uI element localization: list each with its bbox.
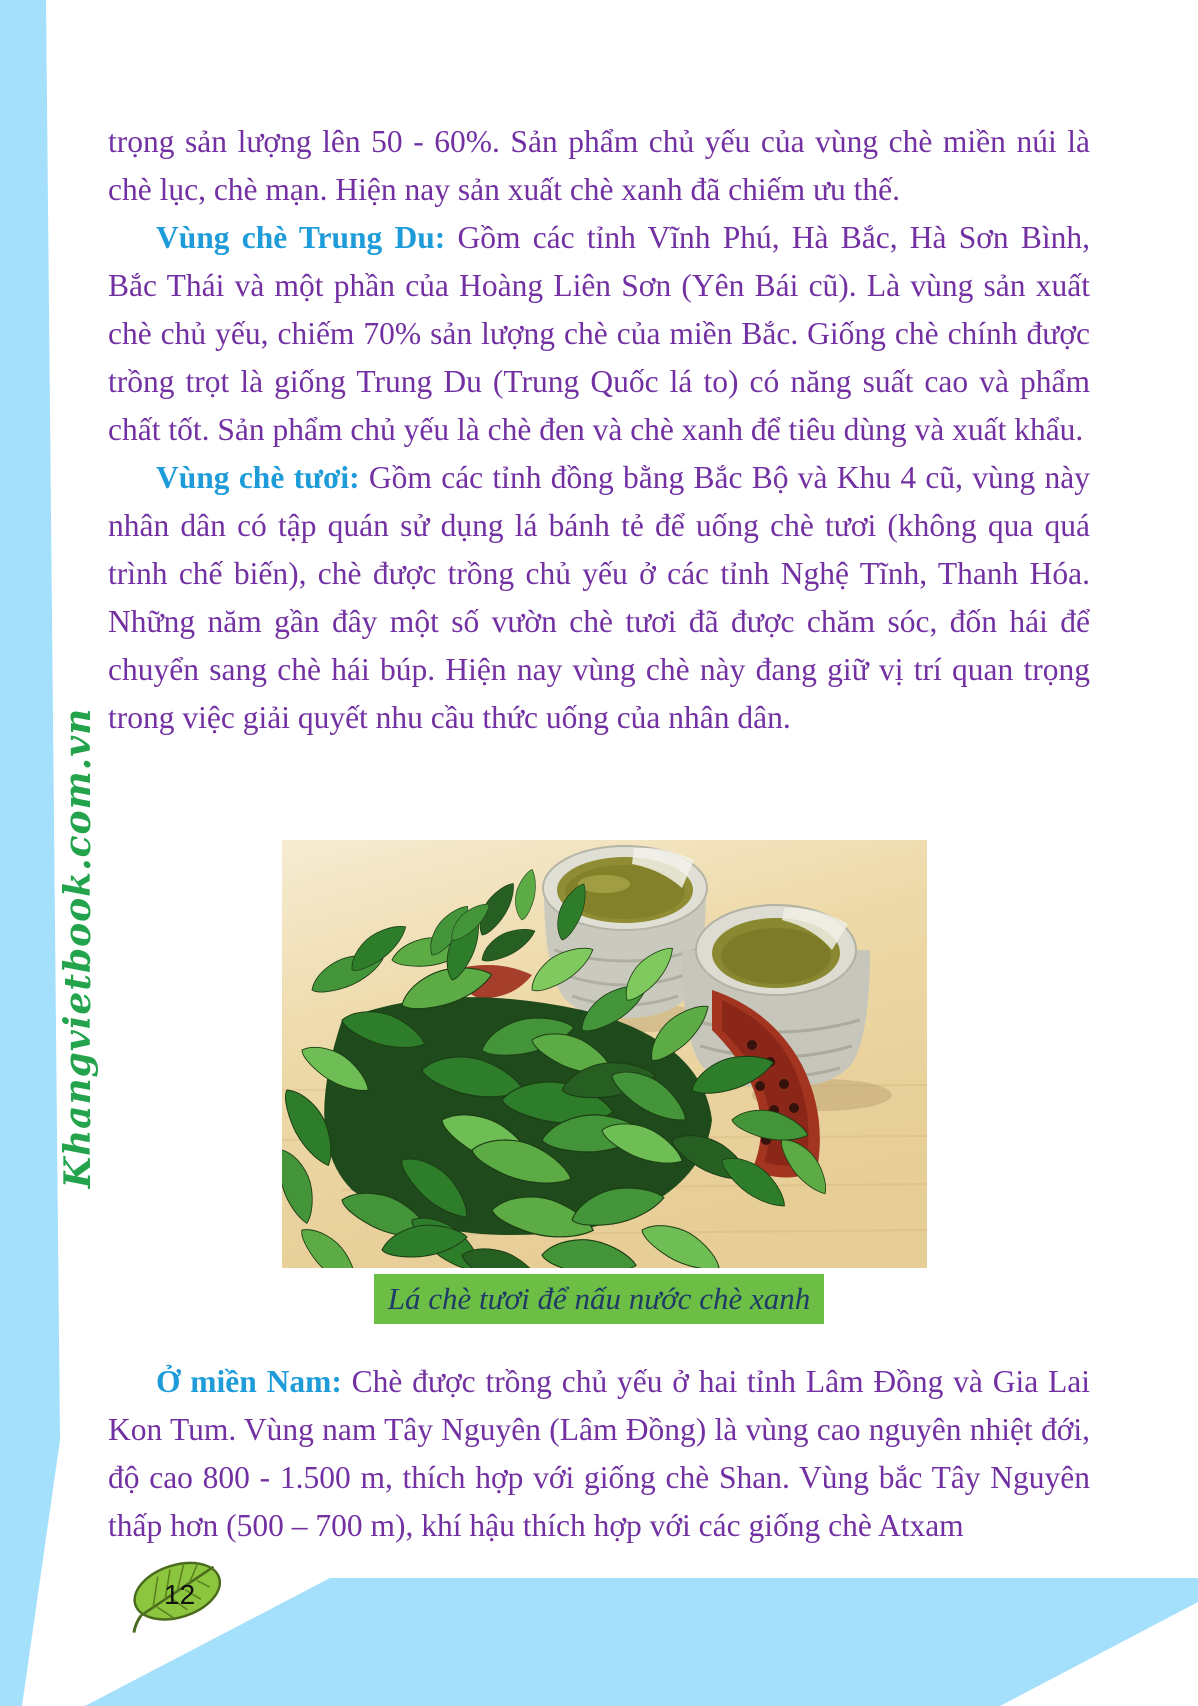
caption-row	[0, 1274, 1198, 1324]
tea-leaves-photo	[282, 840, 927, 1268]
paragraph-lead: Vùng chè tươi:	[156, 460, 360, 495]
paragraph-text: Gồm các tỉnh đồng bằng Bắc Bộ và Khu 4 cũ, vùng này nhân dân có tập quán sử dụng lá bánh tẻ để uống chè tươi (không qua quá trình chế biến), chè được trồng chủ yếu ở các tỉnh Nghệ Tĩnh, Thanh Hóa. Những năm gần đây một số vườn chè tươi đã được chăm sóc, đốn hái để chuyển sang chè hái búp. Hiện nay vùng chè này đang giữ vị trí quan trọng trong việc giải quyết nhu cầu thức uống của nhân dân.	[108, 460, 1090, 735]
photo-caption: Lá chè tươi để nấu nước chè xanh	[374, 1274, 824, 1324]
body-text-column	[108, 118, 1090, 742]
paragraph-trung-du	[108, 214, 1090, 454]
paragraph-text: trọng sản lượng lên 50 - 60%. Sản phẩm chủ yếu của vùng chè miền núi là chè lục, chè mạn. Hiện nay sản xuất chè xanh đã chiếm ưu thế.	[108, 124, 1090, 207]
paragraph-south	[108, 1358, 1090, 1550]
bottom-blue-band	[85, 1578, 1198, 1706]
paragraph-text: Chè được trồng chủ yếu ở hai tỉnh Lâm Đồng và Gia Lai Kon Tum. Vùng nam Tây Nguyên (Lâm Đồng) là vùng cao nguyên nhiệt đới, độ cao 800 - 1.500 m, thích hợp với giống chè Shan. Vùng bắc Tây Nguyên thấp hơn (500 – 700 m), khí hậu thích hợp với các giống chè Atxam	[108, 1363, 1090, 1543]
paragraph-text: Gồm các tỉnh Vĩnh Phú, Hà Bắc, Hà Sơn Bình, Bắc Thái và một phần của Hoàng Liên Sơn (Yên Bái cũ). Là vùng sản xuất chè chủ yếu, chiếm 70% sản lượng chè của miền Bắc. Giống chè chính được trồng trọt là giống Trung Du (Trung Quốc lá to) có năng suất cao và phẩm chất tốt. Sản phẩm chủ yếu là chè đen và chè xanh để tiêu dùng và xuất khẩu.	[108, 220, 1090, 447]
page-number: 12	[164, 1579, 196, 1610]
page-number-leaf	[120, 1552, 230, 1636]
paragraph-lead: Vùng chè Trung Du:	[156, 220, 446, 255]
paragraph-fresh-tea	[108, 454, 1090, 742]
left-blue-wedge	[0, 0, 60, 1706]
watermark-vertical-text: Khangvietbook.com.vn	[57, 707, 99, 1189]
paragraph-mountain-tea	[108, 118, 1090, 214]
leaf-stem	[130, 1616, 146, 1633]
paragraph-lead: Ở miền Nam:	[156, 1363, 342, 1399]
